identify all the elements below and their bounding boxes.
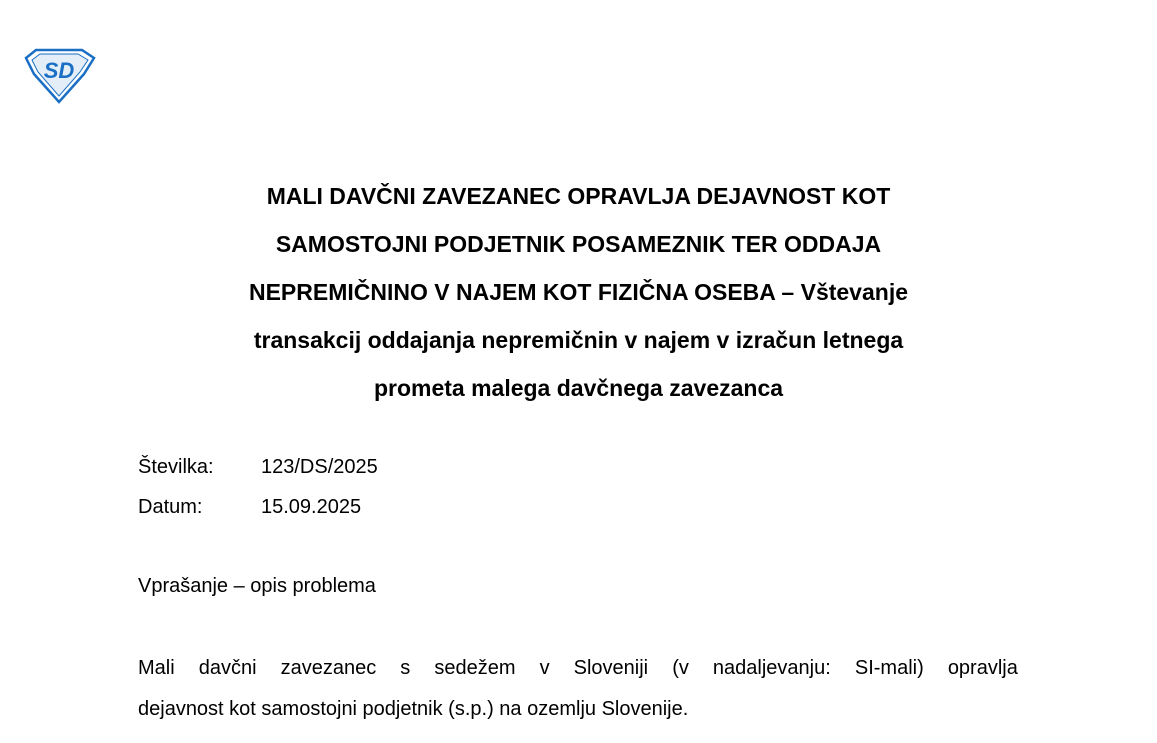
title-line: NEPREMIČNINO V NAJEM KOT FIZIČNA OSEBA – Vštevanje — [248, 279, 908, 305]
body-word: sedežem — [434, 657, 516, 679]
body-word: zavezanec — [280, 657, 377, 679]
title-line: MALI DAVČNI ZAVEZANEC OPRAVLJA DEJAVNOST KOT — [266, 183, 891, 209]
document-number-row — [138, 454, 378, 480]
body-word: opravlja — [947, 657, 1018, 679]
section-heading: Vprašanje – opis problema — [138, 575, 376, 597]
document-number-value: 123/DS/2025 — [261, 456, 378, 478]
body-paragraph-line-2: dejavnost kot samostojni podjetnik (s.p.) na ozemlju Slovenije. — [138, 698, 689, 720]
body-word: Sloveniji — [573, 657, 649, 679]
title-line: prometa malega davčnega zavezanca — [373, 375, 784, 401]
document-date-label: Datum: — [138, 496, 203, 518]
body-word: v — [539, 657, 550, 679]
title-line: SAMOSTOJNI PODJETNIK POSAMEZNIK TER ODDAJA — [275, 231, 882, 257]
body-word: s — [400, 657, 411, 679]
document-date-value: 15.09.2025 — [261, 496, 362, 518]
title-line: transakcij oddajanja nepremičnin v najem v izračun letnega — [253, 327, 904, 353]
document-title — [150, 172, 1007, 412]
body-word: davčni — [198, 657, 257, 679]
document-date-row — [138, 494, 361, 520]
body-paragraph-line-1 — [138, 655, 1018, 681]
body-word: nadaljevanju: — [712, 657, 831, 679]
body-word: Mali — [138, 657, 175, 679]
body-word: (v — [672, 657, 689, 679]
logo-icon — [22, 48, 96, 104]
svg-text:SD: SD — [43, 58, 75, 83]
body-word: SI-mali) — [854, 657, 924, 679]
document-number-label: Številka: — [138, 456, 214, 478]
